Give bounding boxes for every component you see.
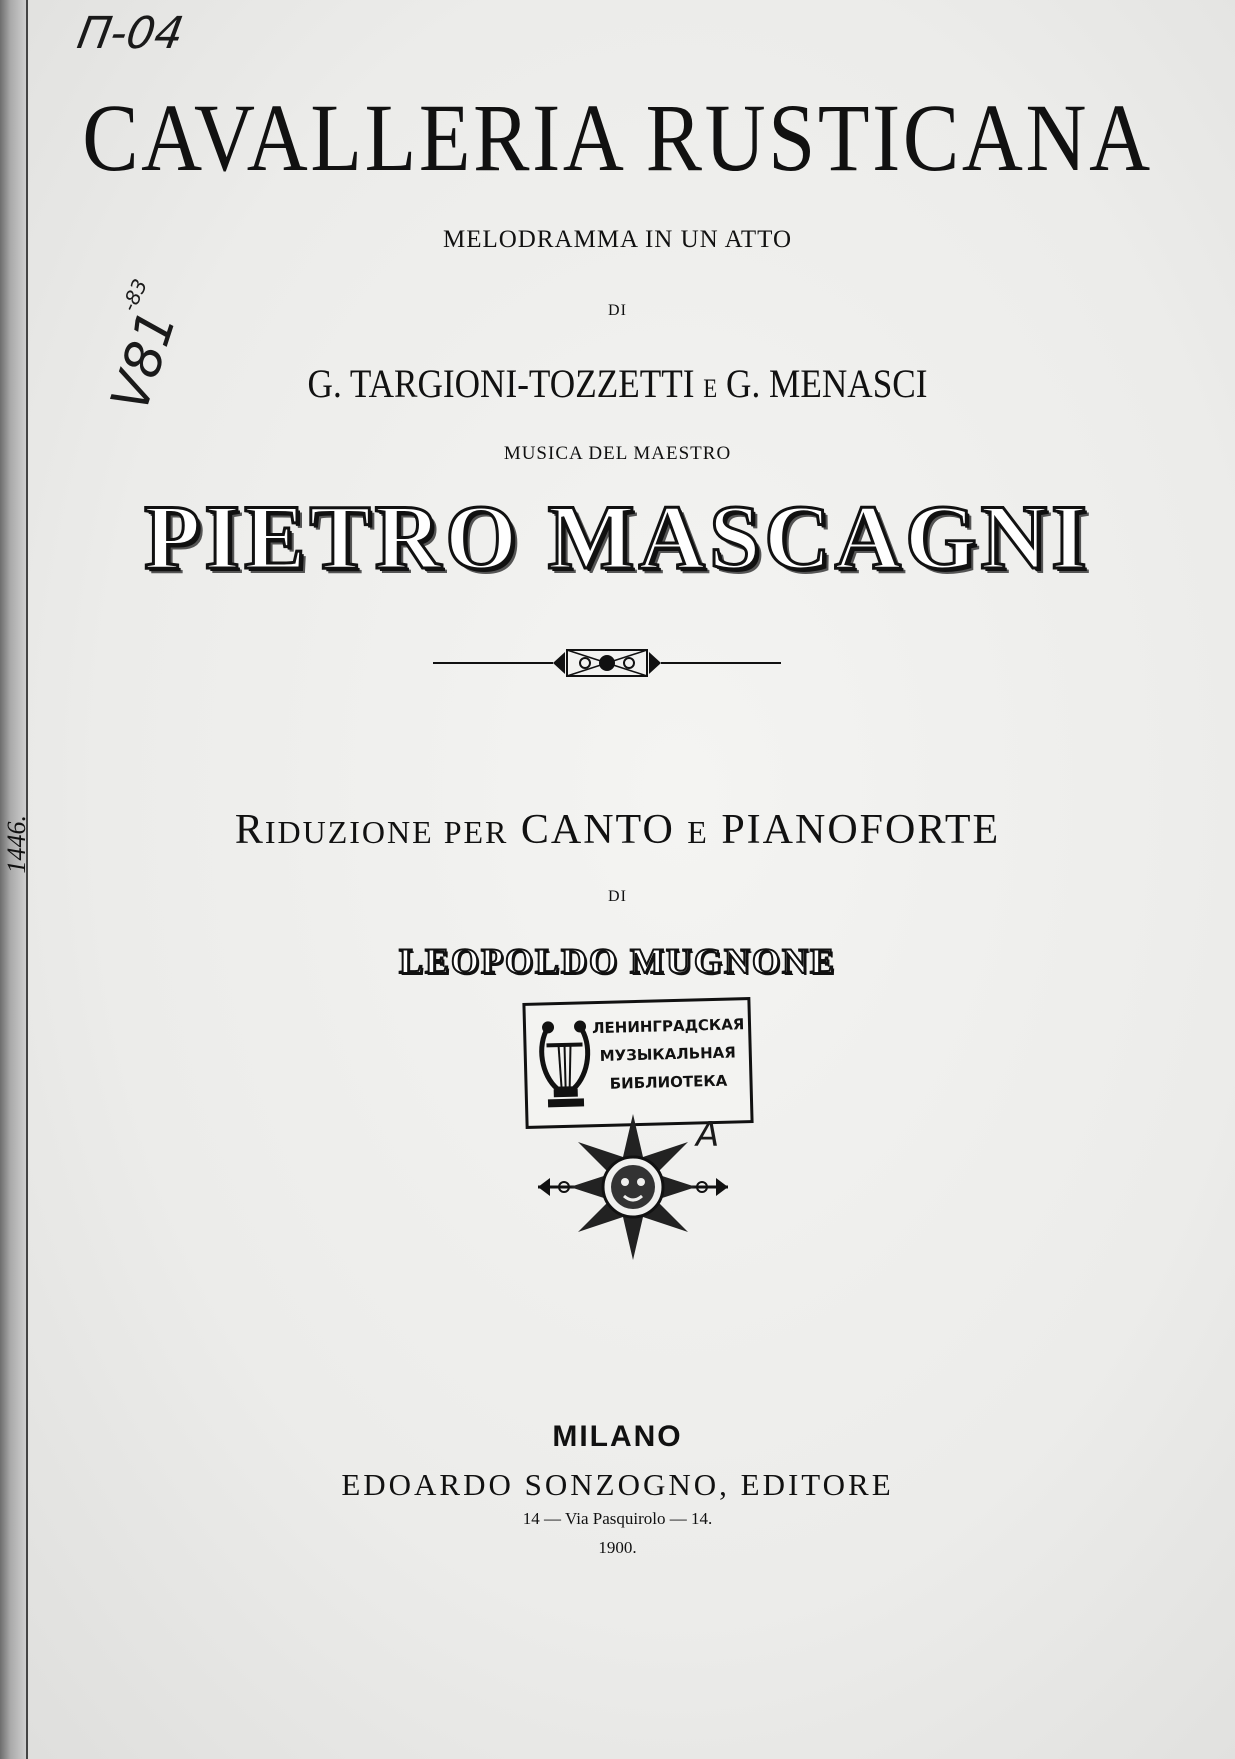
stamp-line-3: БИБЛИОТЕКА xyxy=(609,1071,728,1093)
reduction-per: IDUZIONE PER xyxy=(264,814,509,850)
stamp-text xyxy=(592,1010,744,1098)
imprint-city: MILANO xyxy=(552,1420,683,1453)
composer-name: PIETRO MASCAGNI xyxy=(144,486,1091,588)
imprint-publisher: EDOARDO SONZOGNO, EDITORE xyxy=(341,1467,894,1502)
handwritten-letter-mark: A xyxy=(696,1115,720,1155)
handwritten-catalog-code: П-04 xyxy=(73,8,188,59)
reduction-pianoforte: PIANOFORTE xyxy=(721,807,1001,853)
handwritten-shelf-sub-mark: -83 xyxy=(116,275,153,315)
imprint-address: 14 — Via Pasquirolo — 14. xyxy=(522,1509,713,1528)
librettist-2: G. MENASCI xyxy=(726,361,928,406)
conjunction: E xyxy=(703,374,718,403)
imprint-year: 1900. xyxy=(598,1538,637,1557)
spine-inventory-mark: 1446. xyxy=(2,815,31,874)
opera-subtitle: MELODRAMMA IN UN ATTO xyxy=(442,226,793,253)
librettists xyxy=(74,360,1161,407)
reduction-and: E xyxy=(687,814,709,850)
stamp-line-1: ЛЕНИНГРАДСКАЯ xyxy=(591,1015,745,1038)
handwritten-shelf-mark: V81 xyxy=(100,303,189,419)
arranger-name: LEOPOLDO MUGNONE xyxy=(398,941,837,981)
stamp-line-2: МУЗЫКАЛЬНАЯ xyxy=(599,1043,737,1065)
music-by-label: MUSICA DEL MAESTRO xyxy=(503,443,732,464)
library-stamp xyxy=(522,997,753,1129)
publisher-emblem-icon xyxy=(528,1112,738,1262)
reduction-heading xyxy=(0,806,1235,854)
opera-title: CAVALLERIA RUSTICANA xyxy=(82,84,1153,191)
ornamental-divider-icon xyxy=(433,640,781,686)
librettist-1: G. TARGIONI-TOZZETTI xyxy=(307,361,695,406)
reduction-initial: R xyxy=(234,807,265,853)
reduction-canto: CANTO xyxy=(520,807,675,853)
by-label-arranger: DI xyxy=(608,888,627,905)
by-label-librettists: DI xyxy=(608,302,627,319)
lyre-icon xyxy=(534,1014,597,1116)
